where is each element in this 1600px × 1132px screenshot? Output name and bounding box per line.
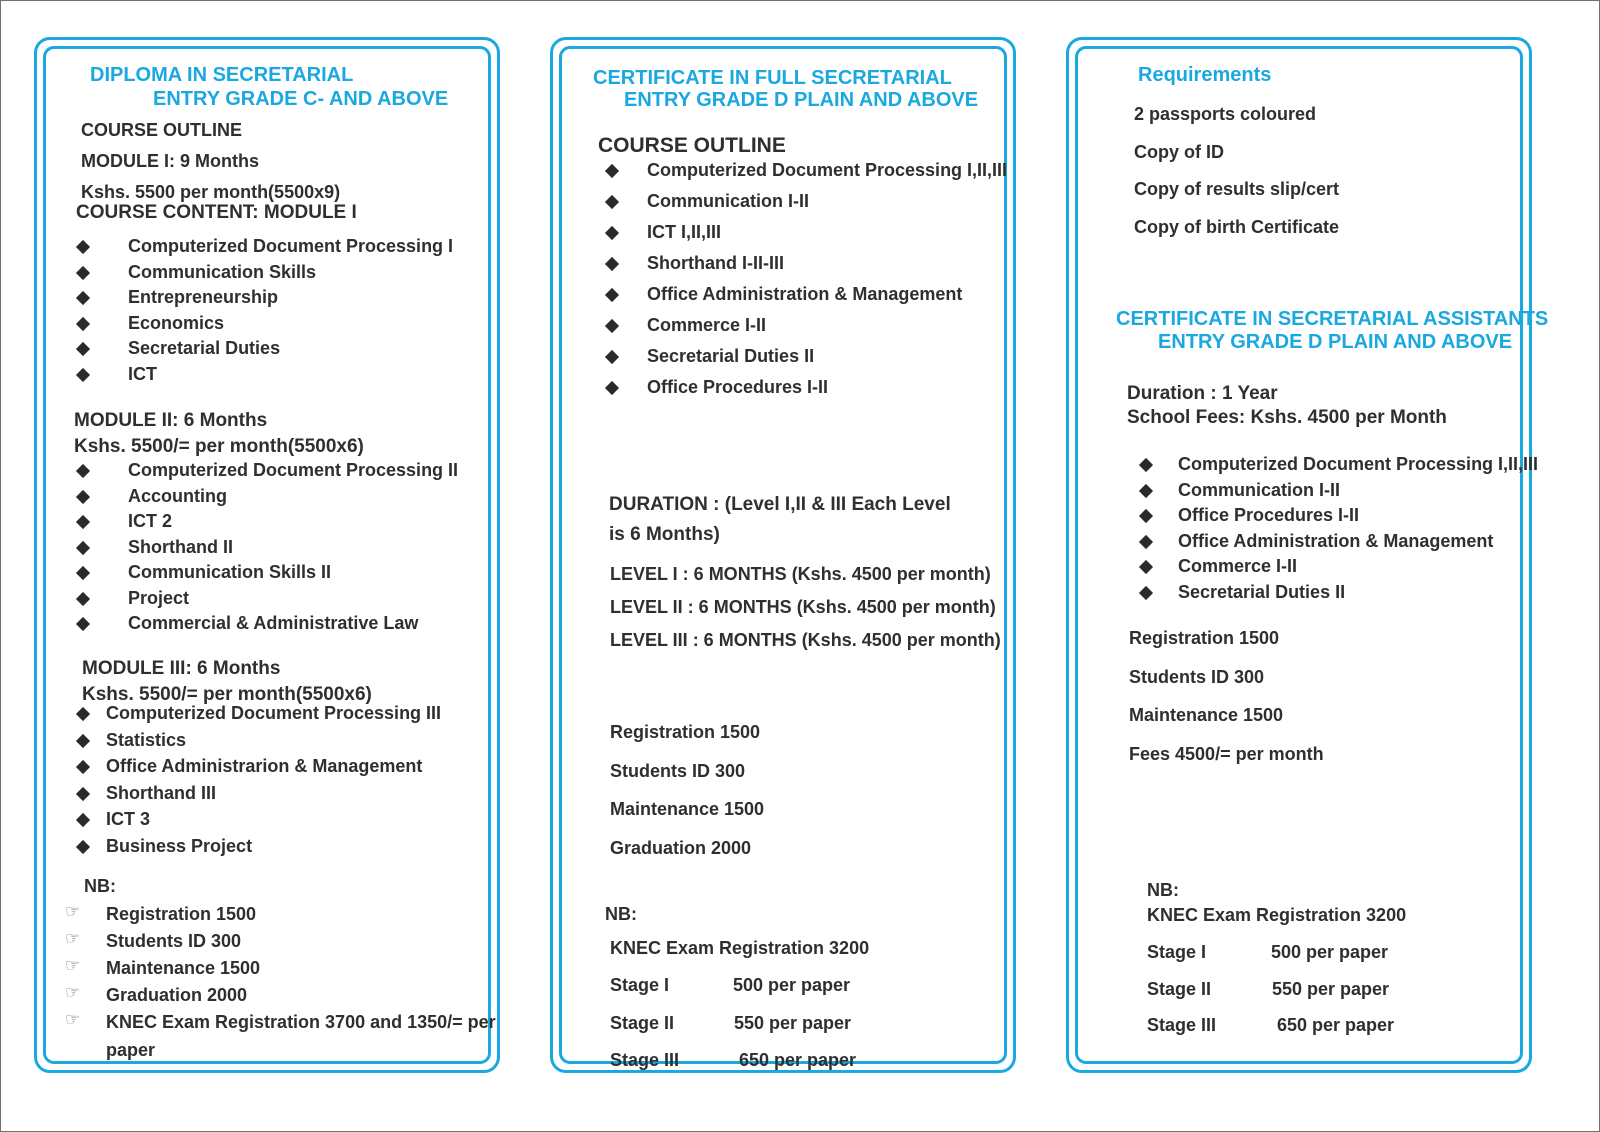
panel3-title-line2: ENTRY GRADE D PLAIN AND ABOVE [1158, 331, 1513, 353]
list-item: Economics [128, 312, 225, 333]
stage-fee: 550 per paper [1272, 978, 1390, 999]
list-item: ICT I,II,III [647, 222, 722, 242]
list-item: Computerized Document Processing I,II,III [1178, 454, 1539, 474]
list-item: Registration 1500 [610, 722, 761, 742]
list-item: Statistics [106, 729, 187, 750]
panel1-module1-fee: Kshs. 5500 per month(5500x9) [81, 182, 341, 202]
list-item: Secretarial Duties II [1178, 581, 1346, 602]
list-item: Shorthand III [106, 782, 216, 803]
list-item: Commercial & Administrative Law [128, 613, 419, 633]
list-item: Communication Skills [128, 261, 317, 282]
list-item: Office Procedures I-II [647, 377, 829, 397]
pointing-hand-icon: ☞ [65, 929, 81, 948]
pointing-hand-icon: ☞ [65, 983, 81, 1002]
panel2-duration-line1: DURATION : (Level I,II & III Each Level [609, 494, 951, 515]
nb-item: Graduation 2000 [106, 985, 248, 1005]
stage-fee: 550 per paper [734, 1012, 852, 1033]
list-item: LEVEL I : 6 MONTHS (Kshs. 4500 per month) [610, 564, 991, 584]
list-item: Students ID 300 [1129, 666, 1265, 687]
list-item: Shorthand II [128, 536, 233, 557]
requirements-title: Requirements [1138, 64, 1272, 86]
nb-item: Maintenance 1500 [106, 958, 261, 978]
list-item: Entrepreneurship [128, 287, 279, 307]
panel3-title-line1: CERTIFICATE IN SECRETARIAL ASSISTANTS [1116, 308, 1549, 330]
panel1-module3-duration: MODULE III: 6 Months [82, 658, 281, 679]
stage-label: Stage III [1147, 1015, 1217, 1035]
list-item: ICT 2 [128, 511, 173, 531]
panel2-duration-line2: is 6 Months) [609, 524, 720, 545]
list-item: Maintenance 1500 [1129, 705, 1284, 725]
nb-continuation: paper [106, 1040, 156, 1060]
pointing-hand-icon: ☞ [65, 956, 81, 975]
panel1-module2-fee: Kshs. 5500/= per month(5500x6) [74, 436, 364, 457]
list-item: Students ID 300 [610, 760, 746, 781]
nb-item: Registration 1500 [106, 904, 257, 924]
panel1-module3-fee: Kshs. 5500/= per month(5500x6) [82, 684, 372, 705]
list-item: LEVEL II : 6 MONTHS (Kshs. 4500 per month) [610, 597, 996, 617]
panel1-course-outline: COURSE OUTLINE [81, 120, 243, 140]
list-item: Commerce I-II [1178, 556, 1298, 576]
panel3-duration: Duration : 1 Year [1127, 383, 1278, 404]
list-item: Computerized Document Processing I,II,III [647, 160, 1008, 180]
panel1-module1-duration: MODULE I: 9 Months [81, 151, 259, 171]
list-item: Computerized Document Processing II [128, 460, 459, 480]
list-item: Copy of results slip/cert [1134, 179, 1340, 199]
panel2-title-line1: CERTIFICATE IN FULL SECRETARIAL [593, 67, 952, 89]
stage-fee: 500 per paper [733, 975, 851, 995]
list-item: Office Procedures I-II [1178, 505, 1360, 525]
stage-label: Stage I [610, 975, 670, 995]
list-item: Computerized Document Processing III [106, 703, 442, 723]
panel3-knec: KNEC Exam Registration 3200 [1147, 905, 1407, 925]
stage-label: Stage II [610, 1012, 675, 1033]
list-item: ICT [128, 363, 157, 384]
stage-label: Stage II [1147, 978, 1212, 999]
nb-item: KNEC Exam Registration 3700 and 1350/= per [106, 1012, 496, 1032]
list-item: ICT 3 [106, 809, 151, 829]
list-item: Maintenance 1500 [610, 799, 765, 819]
list-item: Commerce I-II [647, 315, 767, 335]
list-item: Communication I-II [1178, 479, 1340, 500]
panel1-nb-label: NB: [84, 876, 116, 896]
panel3-nb-label: NB: [1147, 880, 1179, 900]
list-item: Secretarial Duties II [647, 346, 815, 366]
list-item: LEVEL III : 6 MONTHS (Kshs. 4500 per month) [610, 630, 1001, 650]
list-item: Business Project [106, 835, 253, 856]
list-item: Graduation 2000 [610, 837, 752, 858]
panel1-module2-duration: MODULE II: 6 Months [74, 410, 268, 431]
list-item: 2 passports coloured [1134, 104, 1317, 124]
panel2-nb-label: NB: [605, 904, 637, 924]
list-item: Office Administration & Management [647, 284, 963, 304]
list-item: Communication I-II [647, 191, 809, 211]
panel2-title-line2: ENTRY GRADE D PLAIN AND ABOVE [624, 89, 979, 111]
list-item: Copy of ID [1134, 141, 1224, 162]
list-item: Project [128, 587, 190, 608]
panel1-title-line1: DIPLOMA IN SECRETARIAL [90, 64, 354, 86]
list-item: Copy of birth Certificate [1134, 216, 1340, 237]
list-item: Secretarial Duties [128, 338, 281, 358]
stage-fee: 500 per paper [1271, 942, 1389, 962]
list-item: Office Administrarion & Management [106, 756, 423, 776]
list-item: Fees 4500/= per month [1129, 743, 1324, 764]
stage-label: Stage I [1147, 942, 1207, 962]
list-item: Shorthand I-II-III [647, 253, 784, 273]
panel1-course-content: COURSE CONTENT: MODULE I [76, 202, 357, 223]
panel2-course-outline: COURSE OUTLINE [598, 134, 786, 157]
panel2-knec: KNEC Exam Registration 3200 [610, 938, 870, 958]
panel3-school-fees: School Fees: Kshs. 4500 per Month [1127, 407, 1447, 428]
pointing-hand-icon: ☞ [65, 902, 81, 921]
list-item: Computerized Document Processing I [128, 236, 454, 256]
list-item: Communication Skills II [128, 562, 332, 582]
list-item: Accounting [128, 485, 227, 506]
stage-label: Stage III [610, 1050, 680, 1070]
nb-item: Students ID 300 [106, 931, 242, 951]
panel1-title-line2: ENTRY GRADE C- AND ABOVE [153, 88, 449, 110]
stage-fee: 650 per paper [739, 1050, 857, 1070]
list-item: Registration 1500 [1129, 628, 1280, 648]
stage-fee: 650 per paper [1277, 1015, 1395, 1035]
pointing-hand-icon: ☞ [65, 1010, 81, 1029]
list-item: Office Administration & Management [1178, 530, 1494, 551]
